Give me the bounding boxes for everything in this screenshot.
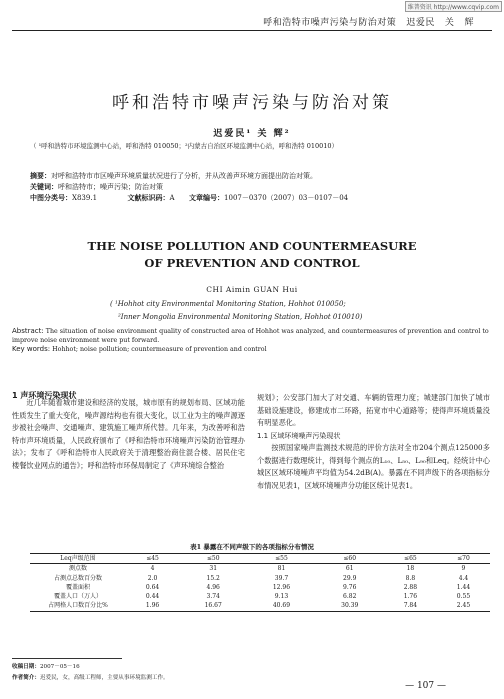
table-cell: 15.2 [206, 574, 220, 582]
article-title-en [0, 238, 504, 272]
abstract-cn-block [30, 171, 485, 204]
authors-cn: 迟爱民¹ 关 辉² [213, 129, 291, 139]
table-header-cell: ≤60 [316, 554, 384, 564]
footnote-author [12, 673, 169, 684]
table-cell: 1.96 [126, 601, 179, 611]
body-paragraph: 近几年随着城市建设和经济的发展，城市原有的规划布局、区域功能性质发生了重大变化，噪声源结构也有很大变化，以工业为主的噪声源逐步被社会噪声、交通噪声、建筑施工噪声所代替。几年来，为改善呼和浩特市声环境质量，人民政府颁布了《呼和浩特市环境噪声污染防治管理办法》；发布了《呼和浩特市人民政府关于清理整治商住混合楼、居民住宅楼餐饮业网点的通告》；呼和浩特市环保局制定了《声环境综合整治 [12, 398, 245, 470]
table-cell: 18 [406, 565, 415, 573]
table-header-cell: ≤50 [179, 554, 247, 564]
table-cell: 9.13 [274, 593, 289, 601]
table-cell: 1.44 [456, 583, 471, 591]
abstract-en-label: Abstract: [12, 327, 44, 335]
authors-en: CHI Aimin GUAN Hui [206, 285, 298, 294]
doc-code-label: 文献标识码： [127, 194, 170, 202]
footnote-received [12, 662, 169, 673]
table-row [30, 592, 490, 601]
table-cell: 6.82 [343, 593, 357, 601]
article-id-value: 1007－0370（2007）03－0107－04 [224, 194, 349, 202]
classification-line [30, 193, 485, 204]
header-rule [12, 30, 492, 31]
keywords-en-text: Hohhot; noise pollution; countermeasure of prevention and control [52, 346, 267, 353]
table-cell: 4.4 [458, 574, 469, 582]
table-cell: 16.67 [179, 601, 247, 611]
received-date: 2007－05－16 [39, 664, 80, 670]
clc-value: X839.1 [72, 194, 98, 202]
table-cell: 0.64 [145, 583, 160, 591]
left-column [12, 397, 245, 472]
right-column [257, 392, 490, 492]
body-paragraph: 按照国家噪声监测技术规范的评价方法对全市204个测点125000多个数据进行数理统计，得到每个测点的L₁₀、L₅₀、L₉₀和Leq。经统计中心城区区域环境噪声平均值为54.2dB(A)。暴露在不同声级下的各项指标分布情况见表1，区域环境噪声分功能区统计见表1。 [257, 443, 490, 490]
table-cell: 40.69 [247, 601, 315, 611]
table-cell: 9.76 [343, 583, 357, 591]
table-row [30, 564, 490, 574]
abstract-cn-label: 摘要： [30, 172, 51, 180]
table-header-row [30, 554, 490, 564]
table-cell: 12.96 [272, 583, 291, 591]
table-cell: 9 [461, 565, 466, 573]
author-bio: 迟爱民，女，高级工程师，主要从事环境监测工作。 [39, 675, 169, 681]
title-en-line-1: THE NOISE POLLUTION AND COUNTERMEASURE [87, 239, 417, 253]
table-cell: 1.76 [403, 593, 418, 601]
table-cell: 7.84 [384, 601, 437, 611]
article-id-label: 文章编号： [189, 194, 225, 202]
table-cell: 2.88 [403, 583, 418, 591]
table-cell: 2.0 [147, 574, 158, 582]
abstract-cn [30, 171, 485, 182]
article-title-cn: 呼和浩特市噪声污染与防治对策 [112, 93, 392, 113]
page-number: — 107 — [405, 681, 446, 691]
table-cell: 4.96 [206, 583, 220, 591]
keywords-cn [30, 182, 485, 193]
abstract-en-text: The situation of noise environment quality of constructed area of Hohhot was analyzed, and countermeasures of prevention and control to improve noise environment were put forward. [12, 328, 489, 344]
table-header-cell: Leq声级范围 [30, 554, 126, 564]
watermark: 维普资讯 http://www.cqvip.com [405, 1, 502, 12]
table-cell: 31 [209, 565, 218, 573]
subsection-heading: 1.1 区域环境噪声污染现状 [257, 431, 341, 440]
running-header: 呼和浩特市噪声污染与防治对策 迟爱民 关 辉 [263, 18, 474, 28]
received-label: 收稿日期： [12, 664, 40, 670]
table-cell: 3.74 [206, 593, 220, 601]
table-cell: 39.7 [274, 574, 289, 582]
author-bio-label: 作者简介： [12, 675, 40, 681]
section-heading: 1 声环境污染现状 [12, 391, 77, 400]
keywords-cn-label: 关键词： [30, 183, 58, 191]
affiliation-en-1: ( ¹Hohhot city Environmental Monitoring Station, Hohhot 010050; [110, 300, 346, 308]
table-cell: 4 [150, 565, 155, 573]
abstract-en [12, 327, 492, 345]
table-caption: 表1 暴露在不同声级下的各项指标分布情况 [190, 543, 314, 551]
table-cell: 覆盖人口（万人） [53, 593, 102, 601]
table-cell: 占测点总数百分数 [53, 574, 102, 582]
doc-code-value: A [169, 194, 175, 202]
table-header-cell: ≤55 [247, 554, 315, 564]
table-cell: 30.39 [316, 601, 384, 611]
table-header-cell: ≤65 [384, 554, 437, 564]
table-cell: 61 [345, 565, 354, 573]
keywords-en [12, 345, 492, 353]
title-en-line-2: OF PREVENTION AND CONTROL [144, 256, 360, 270]
affiliation-en-2: ²Inner Mongolia Environmental Monitoring Station, Hohhot 010010) [118, 313, 363, 321]
table-cell: 2.45 [437, 601, 490, 611]
table-cell: 0.55 [456, 593, 471, 601]
table-header-cell: ≤45 [126, 554, 179, 564]
footnotes [12, 662, 169, 684]
data-table [30, 553, 490, 612]
table-cell: 81 [277, 565, 286, 573]
footnote-rule [12, 658, 122, 659]
table-row [30, 583, 490, 592]
clc-label: 中图分类号： [30, 194, 72, 202]
keywords-cn-text: 呼和浩特市；噪声污染；防治对策 [58, 183, 163, 191]
table-cell: 8.8 [405, 574, 416, 582]
table-header-cell: ≤70 [437, 554, 490, 564]
table-row [30, 574, 490, 583]
body-paragraph: 规划》；公安部门加大了对交通、车辆的管理力度；城建部门加快了城市基础设施建设，修建成市二环路，拓宽市中心道路等；使得声环境质量没有明显恶化。 [257, 393, 490, 427]
affiliations-en [110, 298, 362, 324]
table-cell: 0.44 [145, 593, 160, 601]
table-row [30, 601, 490, 611]
table-cell: 占网格人口数百分比% [30, 601, 126, 611]
keywords-en-label: Key words: [12, 345, 51, 353]
abstract-cn-text: 对呼和浩特市市区噪声环境质量状况进行了分析，并从改善声环境方面提出防治对策。 [51, 172, 317, 180]
affiliations-cn: （ ¹呼和浩特市环境监测中心站，呼和浩特 010050；²内蒙古自治区环境监测中心站，呼和浩特 010010） [30, 142, 339, 150]
table-cell: 29.9 [343, 574, 357, 582]
table-cell: 覆盖面积 [65, 583, 90, 591]
table-cell: 测点数 [68, 565, 87, 573]
